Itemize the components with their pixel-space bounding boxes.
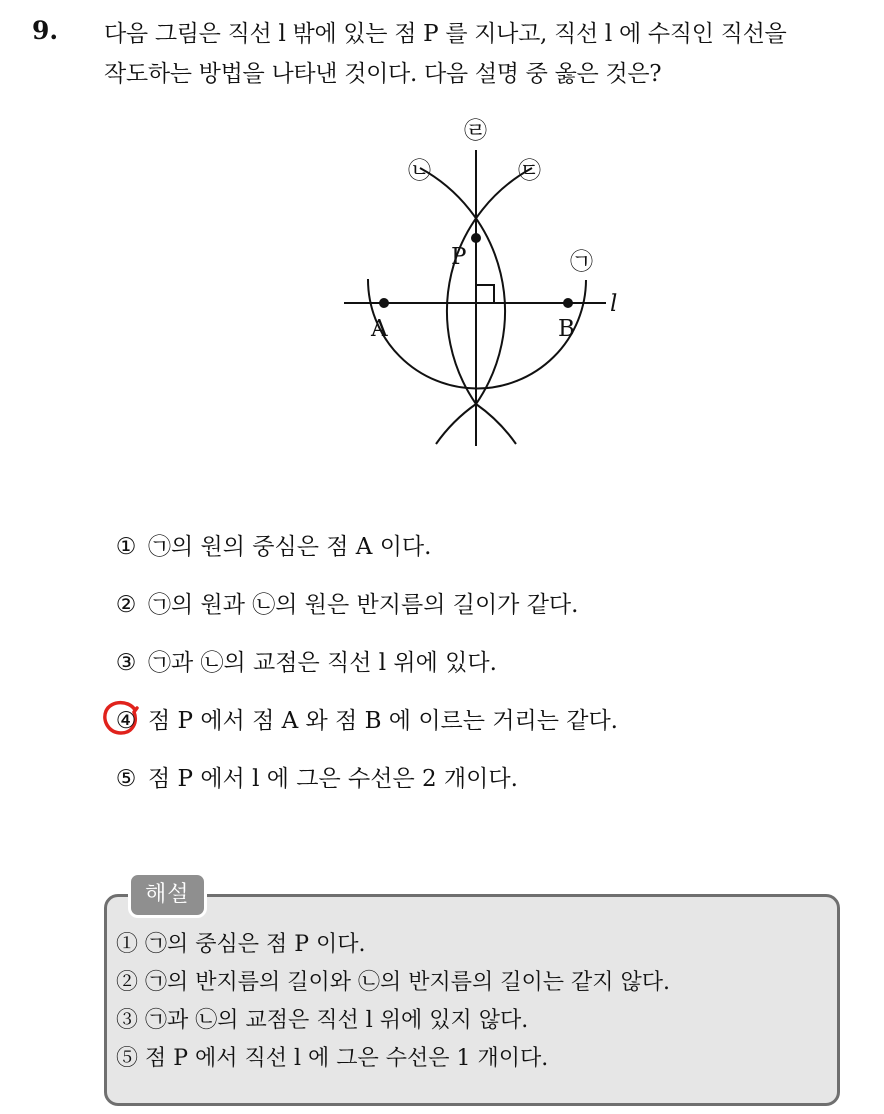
choice-mark: ① bbox=[115, 534, 137, 560]
label-nieun: ㉡ bbox=[408, 158, 431, 184]
label-digeut: ㉢ bbox=[518, 158, 541, 184]
choice-text: 점 P 에서 l 에 그은 수선은 2 개이다. bbox=[148, 766, 518, 792]
question-line-1: 다음 그림은 직선 l 밖에 있는 점 P 를 지나고, 직선 l 에 수직인 직선을 bbox=[104, 21, 787, 47]
choice-mark: ③ bbox=[115, 650, 137, 676]
explanation-title: 해설 bbox=[128, 872, 207, 918]
label-l: l bbox=[610, 291, 618, 317]
explanation-line: ② ㉠의 반지름의 길이와 ㉡의 반지름의 길이는 같지 않다. bbox=[116, 970, 670, 995]
arc-digeut bbox=[436, 168, 532, 444]
explanation-line: ① ㉠의 중심은 점 P 이다. bbox=[116, 932, 366, 957]
choices-list bbox=[108, 530, 868, 820]
choice-1[interactable] bbox=[108, 530, 868, 588]
point-a bbox=[379, 298, 389, 308]
label-a: A bbox=[371, 316, 388, 342]
choice-text: ㉠의 원과 ㉡의 원은 반지름의 길이가 같다. bbox=[148, 592, 579, 618]
right-angle-mark bbox=[476, 285, 494, 303]
question-line-2: 작도하는 방법을 나타낸 것이다. 다음 설명 중 옳은 것은? bbox=[104, 61, 662, 87]
question-text bbox=[104, 14, 874, 94]
explanation-line: ⑤ 점 P 에서 직선 l 에 그은 수선은 1 개이다. bbox=[116, 1046, 549, 1071]
point-b bbox=[563, 298, 573, 308]
explanation-line: ③ ㉠과 ㉡의 교점은 직선 l 위에 있지 않다. bbox=[116, 1008, 529, 1033]
choice-3[interactable] bbox=[108, 646, 868, 704]
label-rieul: ㉣ bbox=[464, 118, 487, 144]
arc-nieun bbox=[420, 168, 516, 444]
choice-text: ㉠의 원의 중심은 점 A 이다. bbox=[148, 534, 432, 560]
question-number: 9. bbox=[32, 16, 59, 45]
label-giyeok: ㉠ bbox=[570, 249, 593, 275]
choice-mark: ⑤ bbox=[115, 766, 137, 792]
choice-mark: ② bbox=[115, 592, 137, 618]
point-p bbox=[471, 233, 481, 243]
choice-mark: ④ bbox=[115, 708, 137, 734]
choice-2[interactable] bbox=[108, 588, 868, 646]
label-b: B bbox=[558, 316, 575, 342]
construction-figure bbox=[330, 112, 630, 452]
choice-4[interactable] bbox=[108, 704, 868, 762]
explanation-lines bbox=[116, 926, 836, 1078]
choice-text: 점 P 에서 점 A 와 점 B 에 이르는 거리는 같다. bbox=[148, 708, 618, 734]
label-p: P bbox=[451, 244, 467, 270]
choice-5[interactable] bbox=[108, 762, 868, 820]
choice-text: ㉠과 ㉡의 교점은 직선 l 위에 있다. bbox=[148, 650, 497, 676]
